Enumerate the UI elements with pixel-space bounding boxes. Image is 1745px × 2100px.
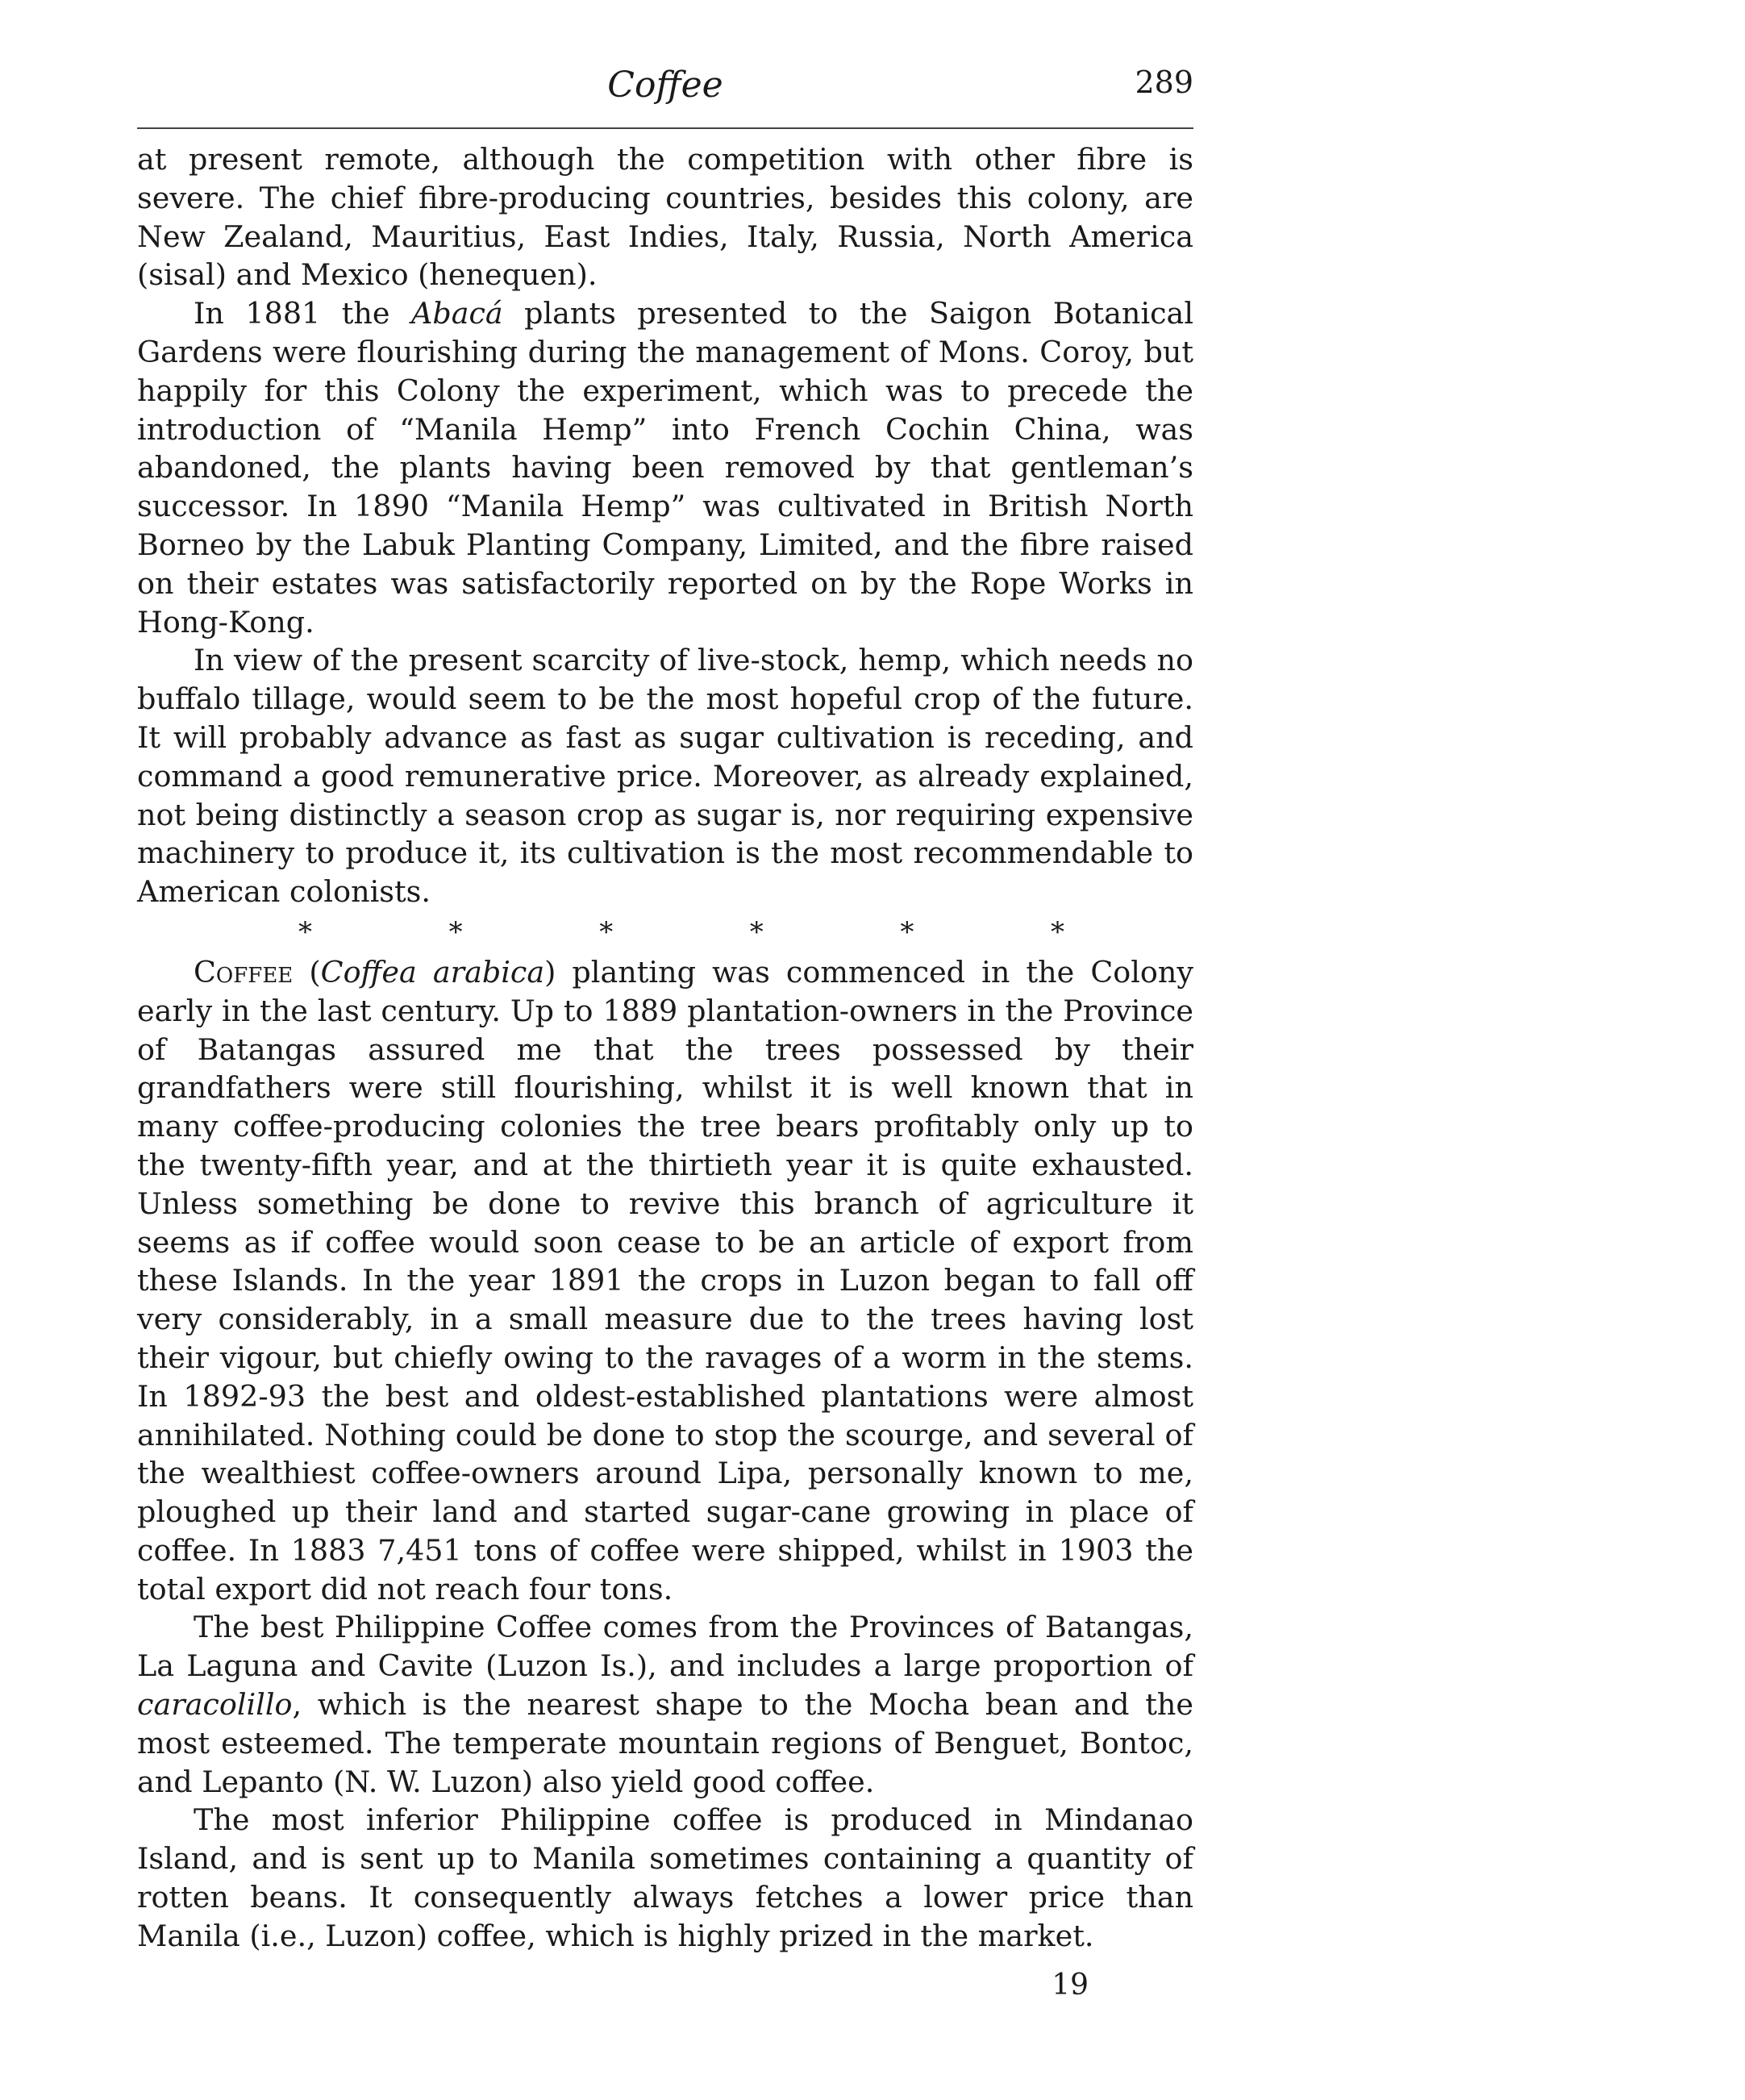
body-text (137, 140, 1193, 1956)
paragraph-fibre-countries: at present remote, although the competition with other fibre is severe. The chief fibre-producing countries, besides this colony, are New Zealand, Mauritius, East Indies, Italy, Russia, North America (sisal) and Mexico (henequen). (137, 142, 1193, 293)
asterism: * (749, 915, 764, 948)
paragraph-hemp-outlook: In view of the present scarcity of live-stock, hemp, which needs no buffalo tillage, would seem to be the most hopeful crop of the future. It will probably advance as fast as sugar cultivation is receding, and command a good remunerative price. Moreover, as already explained, not being distinctly a season crop as sugar is, nor requiring expensive machinery to produce it, its cultivation is the most recommendable to American colonists. (137, 643, 1193, 910)
signature-mark: 19 (1052, 1968, 1089, 2002)
italic-term: Coffea arabica (320, 954, 545, 990)
paragraph-coffee-history: Coffee (Coffea arabica) planting was commenced in the Colony early in the last century. Up to 1889 plantation-owners in the Province of Batangas assured me that the trees possessed by their grandfathers were still flourishing, whilst it is well known that in many coffee-producing colonies the tree bears profitably only up to the twenty-fifth year, and at the thirtieth year it is quite exhausted. Unless something be done to revive this branch of agriculture it seems as if coffee would soon cease to be an article of export from these Islands. In the year 1891 the crops in Luzon began to fall off very considerably, in a small measure due to the trees having lost their vigour, but chiefly owing to the ravages of a worm in the stems. In 1892-93 the best and oldest-established plantations were almost annihilated. Nothing could be done to stop the scourge, and several of the wealthiest coffee-owners around Lipa, personally known to me, ploughed up their land and started sugar-cane growing in place of coffee. In 1883 7,451 tons of coffee were shipped, whilst in 1903 the total export did not reach four tons. (137, 954, 1193, 1606)
asterism: * (900, 915, 914, 948)
header-rule (137, 127, 1193, 129)
paragraph-inferior-coffee: The most inferior Philippine coffee is produced in Mindanao Island, and is sent up to Manila sometimes containing a quantity of rotten beans. It consequently always fetches a lower price than Manila (i.e., Luzon) coffee, which is highly prized in the market. (137, 1802, 1193, 1953)
book-page (137, 65, 1193, 2002)
italic-term: Abacá (410, 296, 503, 331)
asterism: * (298, 915, 312, 948)
asterism: * (599, 915, 614, 948)
asterism: * (1050, 915, 1064, 948)
running-head (137, 65, 1193, 127)
small-caps-term: Coffee (194, 954, 294, 990)
page-number: 289 (1135, 65, 1193, 100)
paragraph-abaca-history: In 1881 the Abacá plants presented to the Saigon Botanical Gardens were flourishing during the management of Mons. Coroy, but happily for this Colony the experiment, which was to precede the introduction of “Manila Hemp” into French Cochin China, was abandoned, the plants having been removed by that gentleman’s successor. In 1890 “Manila Hemp” was cultivated in British North Borneo by the Labuk Planting Company, Limited, and the fibre raised on their estates was satisfactorily reported on by the Rope Works in Hong-Kong. (137, 296, 1193, 640)
running-title: Coffee (607, 65, 723, 106)
section-break-asterisms (298, 913, 1064, 952)
asterism: * (448, 915, 463, 948)
paragraph-best-coffee: The best Philippine Coffee comes from the Provinces of Batangas, La Laguna and Cavite (Luzon Is.), and includes a large proportion of caracolillo, which is the nearest shape to the Mocha bean and the most esteemed. The temperate mountain regions of Benguet, Bontoc, and Lepanto (N. W. Luzon) also yield good coffee. (137, 1610, 1193, 1799)
italic-term: caracolillo (137, 1687, 293, 1723)
